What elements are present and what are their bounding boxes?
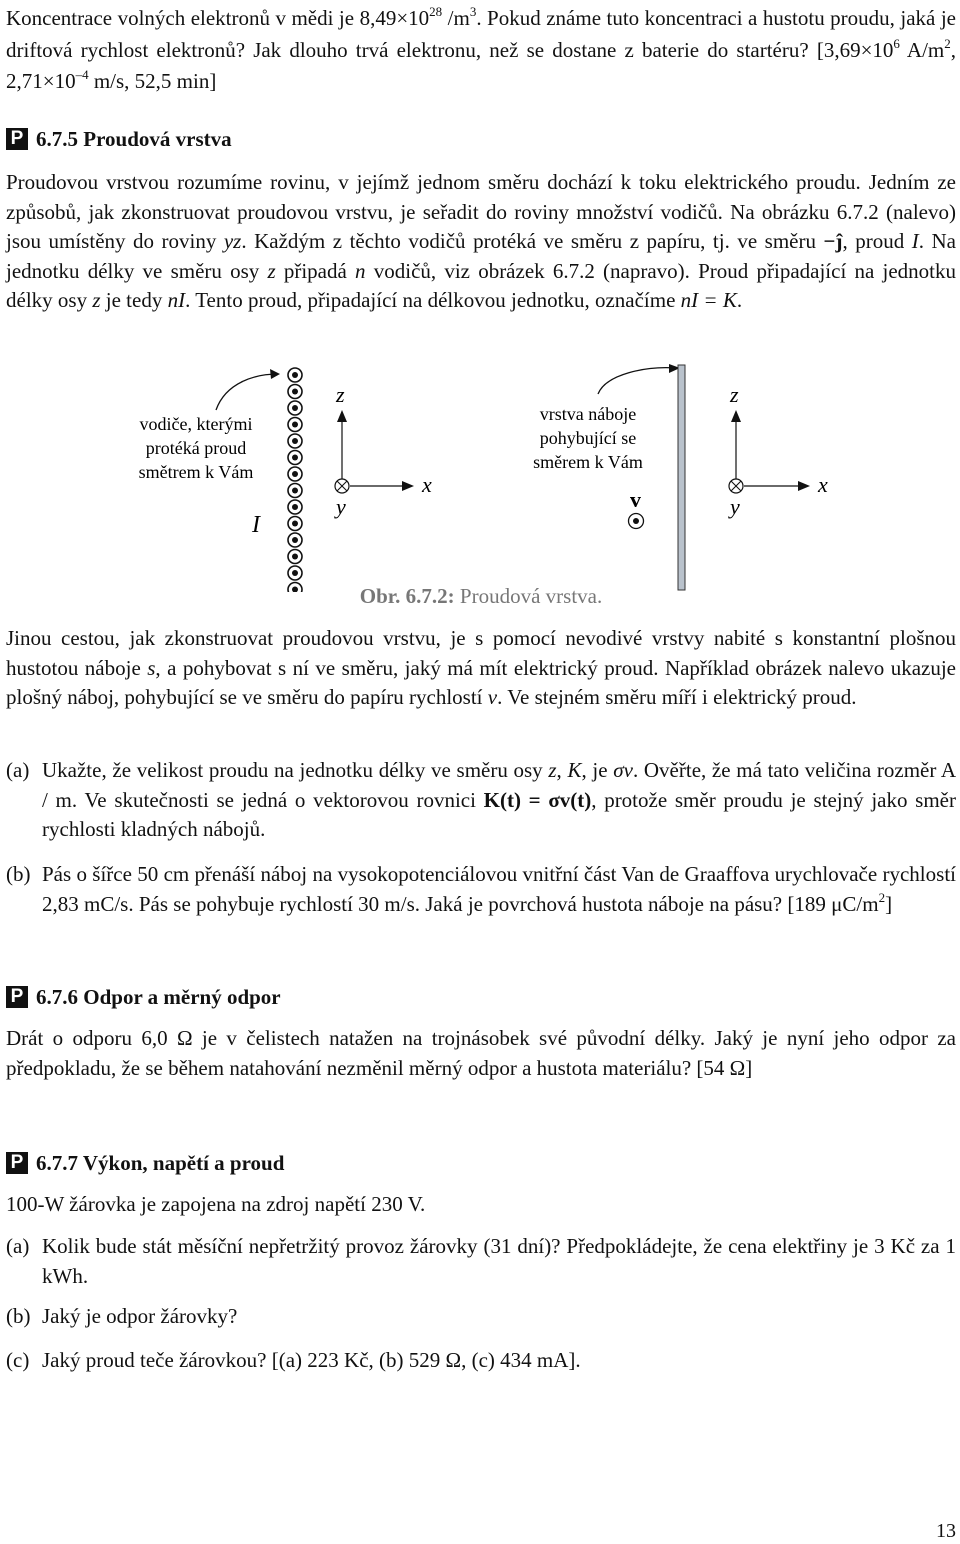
figure-svg (6, 362, 956, 592)
para-text: . (736, 288, 743, 312)
task-label: (a) (6, 758, 30, 782)
arrowhead-icon (270, 369, 280, 379)
intro-paragraph (6, 4, 956, 99)
intro-text: Koncentrace volných elektronů v mědi je 8,49×10 (6, 6, 430, 30)
caption-text: Proudová vrstva. (454, 584, 603, 608)
para-text: , protože směr proudu je stejný jako směr rychlosti kladných nábojů. (42, 787, 956, 841)
right-label-line3: směrem k Vám (533, 452, 643, 472)
task-a-675 (6, 756, 956, 845)
para-text: . Ověřte, že má tato veličina rozměr A / m. Ve skutečnosti se jedná o vektorovou rovnici (42, 758, 957, 812)
para-text: , (556, 758, 568, 782)
para-text: 100-W žárovka je zapojena na zdroj napětí 230 V. (6, 1192, 426, 1216)
para-text: , a pohybovat s ní ve směru, jaký má mít elektrický proud. Například obrázek nalevo ukazuje plošný náboj, pohybující se ve směru do papíru rychlostí (6, 655, 956, 709)
right-label-line2: pohybující se (539, 428, 637, 448)
para-sup: 2 (878, 889, 886, 905)
wire-dot (292, 570, 298, 576)
problem-badge-icon: P (6, 986, 28, 1008)
problem-badge-icon: P (6, 1152, 28, 1174)
wire-dot (292, 488, 298, 494)
intro-text: /m (442, 6, 470, 30)
problem-badge-icon: P (6, 128, 28, 150)
out-of-page-dot (633, 518, 639, 524)
y-axis-label: y (730, 494, 740, 519)
section-heading-677 (6, 1148, 284, 1178)
task-b-675 (6, 860, 956, 921)
intro-text: A/m (899, 37, 945, 62)
arrowhead-icon (798, 481, 810, 491)
section-heading-676 (6, 982, 281, 1012)
wire-dot (292, 471, 298, 477)
para-text: . Ve stejném směru míří i elektrický proud. (497, 685, 857, 709)
para-text: Kolik bude stát měsíční nepřetržitý provoz žárovky (31 dní)? Předpokládejte, že cena elektřiny je 3 Kč za 1 kWh. (42, 1234, 956, 1288)
wire-dot (292, 372, 298, 378)
wire-dot (292, 504, 298, 510)
para-text: . Každým z těchto vodičů protéká ve směru z papíru, tj. ve směru (241, 229, 824, 253)
x-axis-label: x (818, 472, 828, 497)
para-italic: K (567, 758, 582, 782)
unit-vector-j: −ĵ (823, 229, 843, 253)
arrowhead-icon (337, 410, 347, 422)
section-675-paragraph (6, 168, 956, 316)
section-677-intro (6, 1190, 956, 1220)
arrowhead-icon (402, 481, 414, 491)
intro-sup: 28 (429, 4, 443, 19)
section-676-paragraph (6, 1024, 956, 1083)
pointer-arrow-left (216, 374, 278, 410)
para-italic: v (487, 685, 498, 709)
wire-dot (292, 521, 298, 527)
intro-sup: 6 (893, 35, 900, 51)
para-text: vodičů, viz obrázek 6.7.2 (napravo). Proud připadající na jednotku délky osy (6, 258, 956, 312)
intro-text: m/s, 52,5 min] (88, 69, 217, 93)
section-title: 6.7.7 Výkon, napětí a proud (36, 1150, 285, 1175)
vector-equation: K(t) = σv(t) (483, 787, 592, 812)
para-text: Pás o šířce 50 cm přenáší náboj na vysokopotenciálovou vnitřní část Van de Graaffova urychlovače rychlostí 2,83 mC/s. Pás se pohybuje rychlostí 30 m/s. Jaká je povrchová hustota náboje na pásu? [189 μC/m (42, 862, 956, 916)
para-italic: z (92, 288, 101, 312)
wire-dot (292, 389, 298, 395)
wire-dot (292, 537, 298, 543)
z-axis-label: z (336, 382, 345, 407)
figure-caption (6, 584, 956, 609)
wire-column (288, 368, 302, 592)
arrowhead-icon (731, 410, 741, 422)
para-text: . Tento proud, připadající na délkovou jednotku, označíme (185, 288, 681, 312)
para-text: . Na jednotku délky ve směru osy (6, 229, 956, 283)
para-italic: σv (613, 758, 633, 782)
wire-dot (292, 405, 298, 411)
right-label-line1: vrstva náboje (539, 404, 637, 424)
pointer-arrow-right (598, 368, 676, 394)
wire-dot (292, 455, 298, 461)
intro-sup: –4 (75, 67, 89, 82)
caption-label: Obr. 6.7.2: (359, 584, 455, 608)
task-label: (a) (6, 1234, 30, 1258)
para-italic: yz (223, 229, 242, 253)
para-italic: n (355, 258, 366, 283)
intro-sup: 3 (469, 4, 477, 19)
para-italic: z (267, 258, 276, 283)
para-italic: s (147, 655, 156, 680)
para-text: Jaký je odpor žárovky? (42, 1304, 238, 1328)
wire-dot (292, 438, 298, 444)
para-text: , je (581, 758, 614, 782)
para-italic: nI = K (680, 288, 737, 312)
charged-sheet (678, 365, 685, 590)
para-text: Drát o odporu 6,0 Ω je v čelistech natažen na trojnásobek své původní délky. Jaký je nyní jeho odpor za předpokladu, že se během natahování nezměnil měrný odpor a hustota materiálu? [54 Ω] (6, 1026, 956, 1080)
section-675-paragraph-2 (6, 624, 956, 713)
left-label-line1: vodiče, kterými (139, 414, 253, 434)
section-title: 6.7.5 Proudová vrstva (36, 126, 232, 151)
task-label: (b) (6, 862, 31, 886)
intro-sup: 2 (944, 35, 951, 51)
page-number: 13 (936, 1520, 956, 1542)
task-a-677 (6, 1232, 956, 1291)
velocity-symbol: v (630, 487, 641, 512)
left-label-line2: protéká proud (145, 438, 247, 458)
para-text: Ukažte, že velikost proudu na jednotku délky ve směru osy (42, 758, 549, 782)
para-italic: z (548, 758, 557, 782)
intro-text: , 2,71×10 (6, 37, 956, 93)
section-heading-675 (6, 124, 232, 154)
z-axis-label: z (730, 382, 739, 407)
current-symbol: I (252, 512, 260, 538)
para-italic: I (911, 229, 919, 253)
para-text: ] (885, 891, 893, 916)
para-text: Jaký proud teče žárovkou? [(a) 223 Kč, (b) 529 Ω, (c) 434 mA]. (42, 1348, 581, 1372)
left-label-line3: smětrem k Vám (138, 462, 254, 482)
wire-dot (292, 554, 298, 560)
figure-current-sheet (6, 362, 956, 612)
task-label: (b) (6, 1304, 31, 1328)
task-c-677 (6, 1346, 956, 1376)
task-b-677 (6, 1302, 956, 1332)
para-text: připadá (275, 258, 356, 283)
para-text: je tedy (100, 288, 168, 312)
wire-dot (292, 422, 298, 428)
intro-text: . Pokud známe tuto koncentraci a hustotu proudu, jaká je driftová rychlost elektronů? Jak dlouho trvá elektronu, než se dostane z baterie do startéru? [3,69×10 (6, 6, 957, 62)
para-text: Jinou cestou, jak zkonstruovat proudovou vrstvu, je s pomocí nevodivé vrstvy nabité s konstantní plošnou hustotou náboje (6, 626, 956, 680)
section-title: 6.7.6 Odpor a měrný odpor (36, 984, 281, 1009)
y-axis-label: y (336, 494, 346, 519)
para-text: Proudovou vrstvou rozumíme rovinu, v jejímž jednom směru dochází k toku elektrického proudu. Jedním ze způsobů, jak zkonstruovat proudovou vrstvu, je seřadit do roviny množství vodičů. Na obrázku 6.7.2 (nalevo) jsou umístěny do roviny (6, 170, 956, 253)
x-axis-label: x (422, 472, 432, 497)
task-label: (c) (6, 1348, 30, 1372)
para-text: , proud (842, 229, 912, 253)
para-italic: nI (167, 288, 186, 312)
